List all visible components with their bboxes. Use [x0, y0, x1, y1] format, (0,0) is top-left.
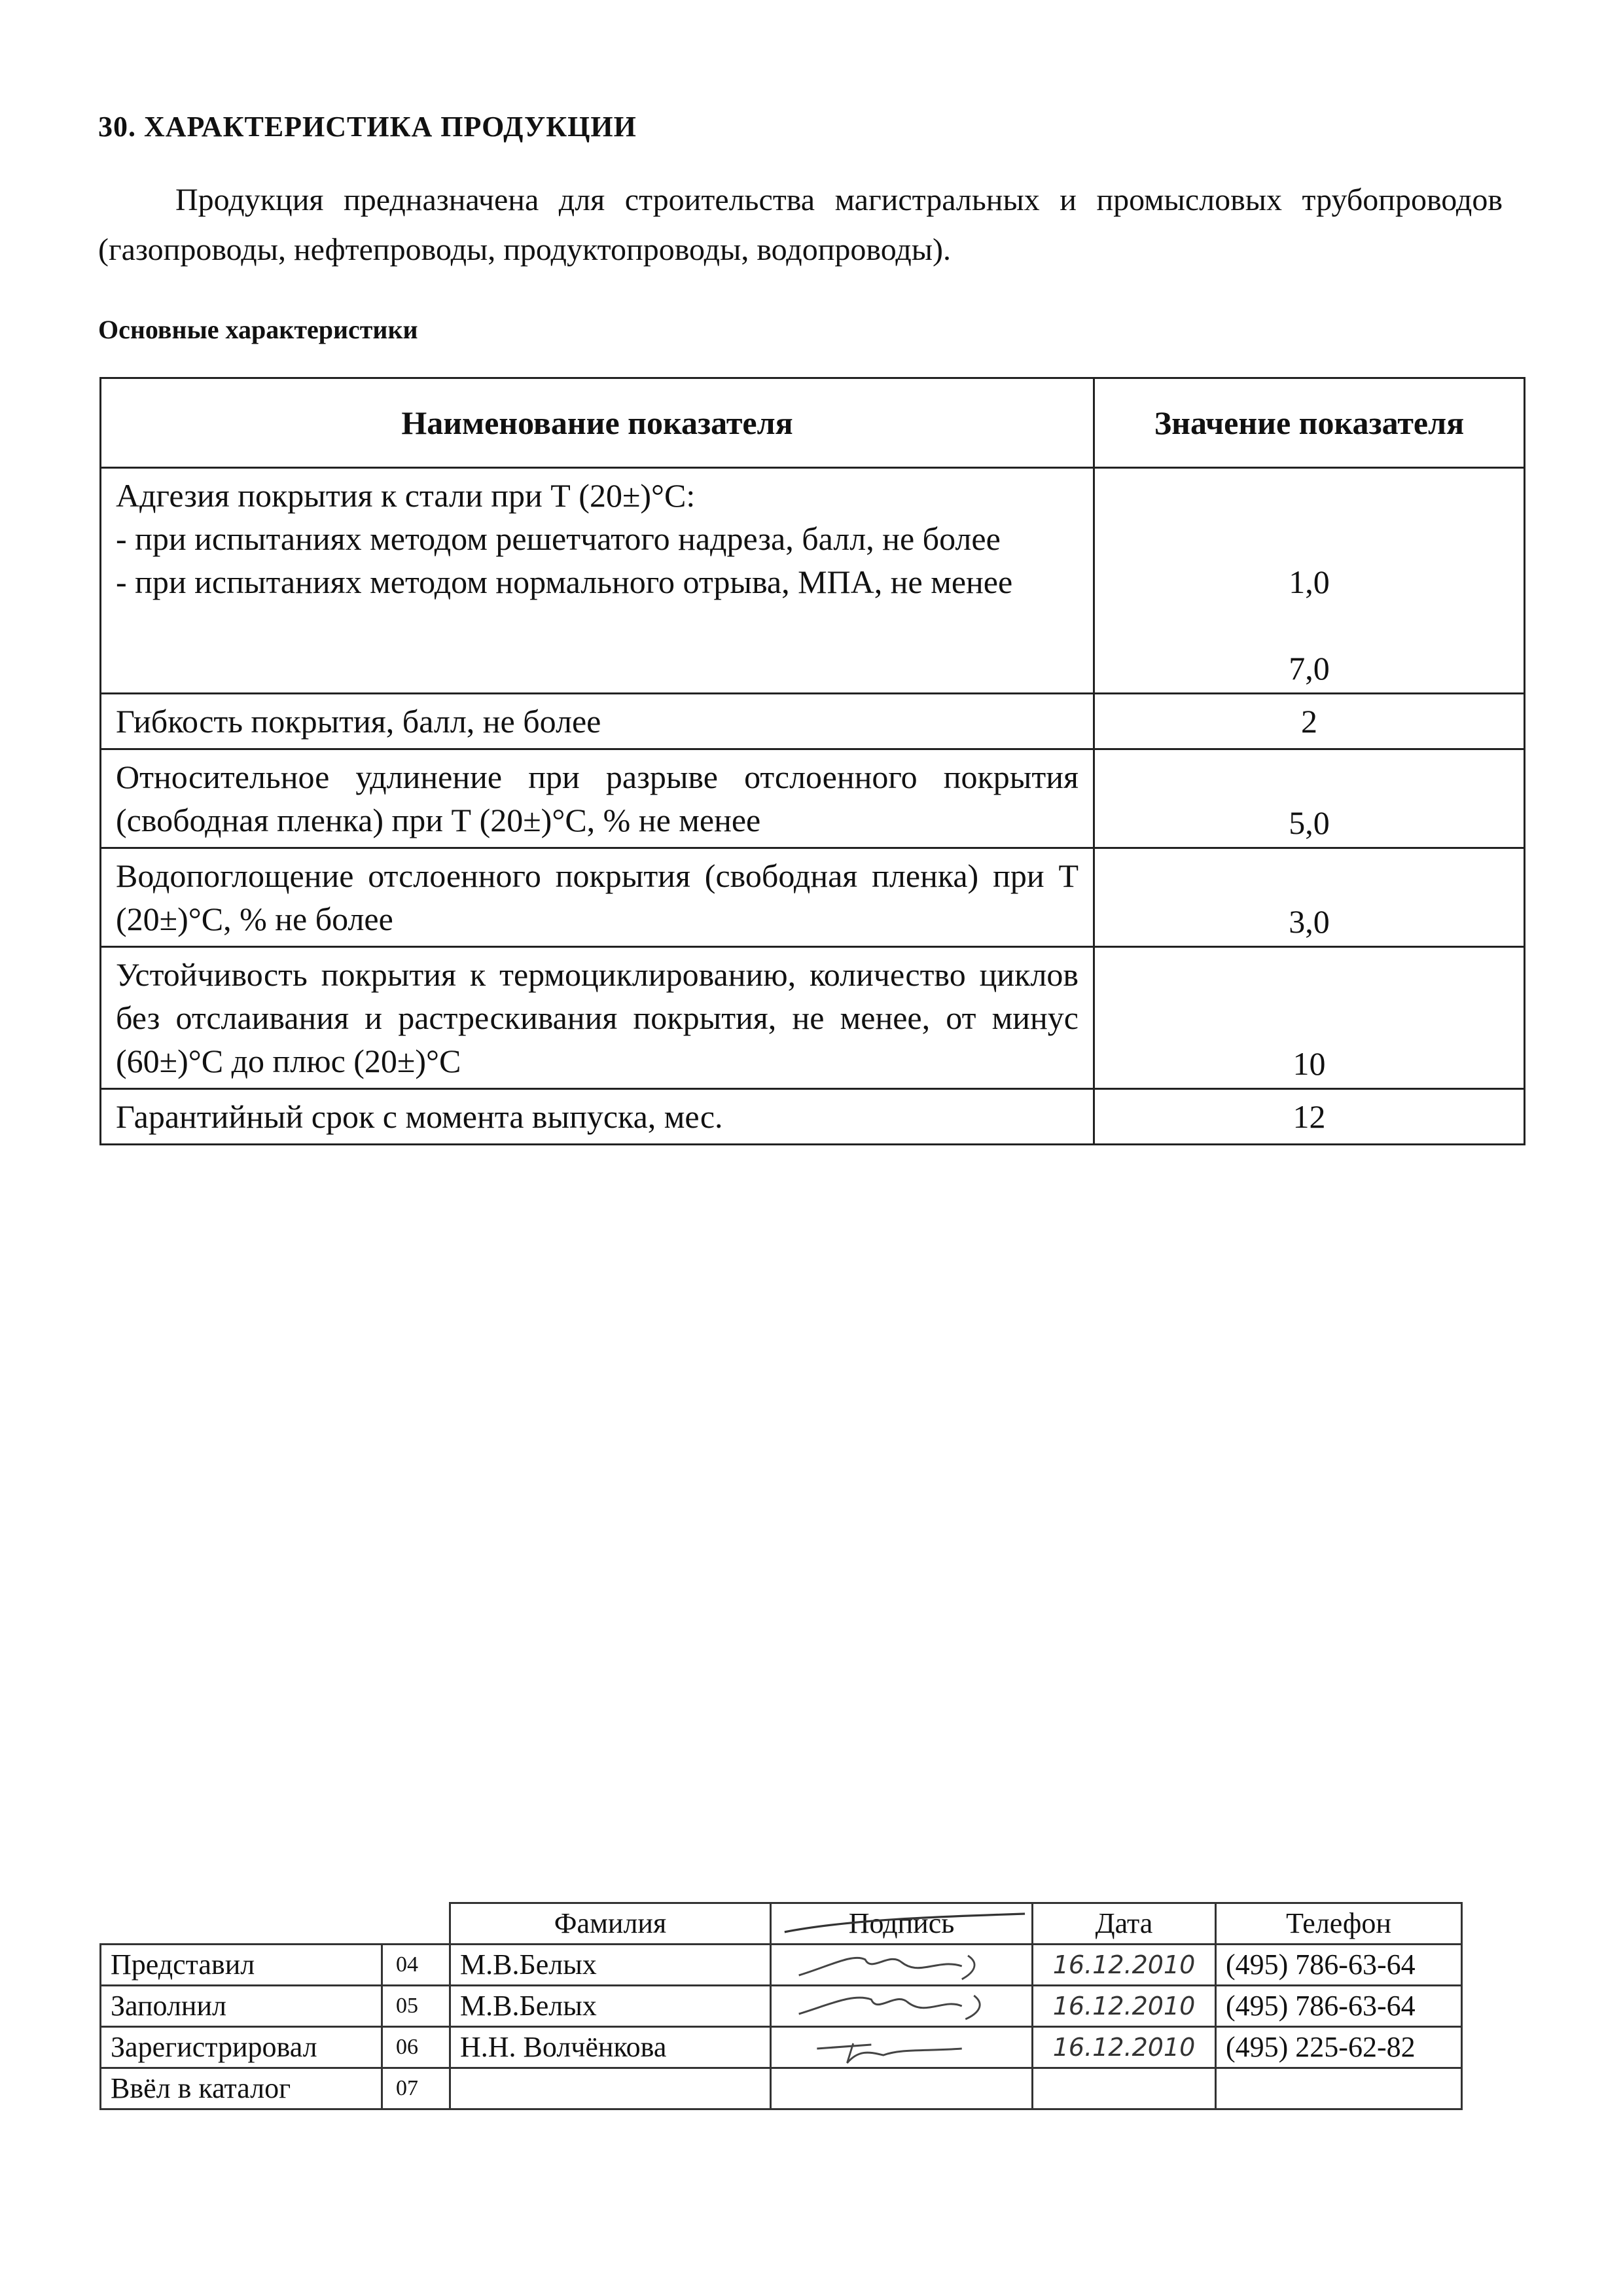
signature-mark: [781, 1946, 1022, 1983]
row-value: [1094, 694, 1525, 749]
row-name-line: Гибкость покрытия, балл, не более: [116, 703, 601, 740]
surname: [450, 2068, 771, 2109]
phone: (495) 786-63-64: [1216, 1986, 1462, 2027]
table-row: [101, 2068, 1462, 2109]
code: 07: [382, 2068, 450, 2109]
role: Зарегистрировал: [101, 2027, 382, 2068]
header-signature-label: Подпись: [848, 1907, 955, 1939]
table-row: [101, 694, 1525, 749]
date: [1033, 2068, 1216, 2109]
column-header-name: Наименование показателя: [101, 378, 1094, 468]
row-value: [1094, 848, 1525, 947]
date: 16.12.2010: [1033, 1986, 1216, 2027]
row-name: [101, 947, 1094, 1089]
role: Заполнил: [101, 1986, 382, 2027]
value-text: 5,0: [1289, 804, 1330, 841]
table-row: [101, 749, 1525, 848]
value-text: 1,0: [1289, 564, 1330, 600]
signature: [771, 1945, 1033, 1986]
blank-cell: [101, 1903, 382, 1945]
value-text: 12: [1293, 1098, 1326, 1135]
date: 16.12.2010: [1033, 2027, 1216, 2068]
row-name: [101, 749, 1094, 848]
code: 04: [382, 1945, 450, 1986]
signature: [771, 1986, 1033, 2027]
row-name-line: Водопоглощение отслоенного покрытия (свободная пленка) при Т (20±)°С, % не более: [116, 857, 1079, 937]
value-text: 2: [1301, 703, 1317, 740]
role: Ввёл в каталог: [101, 2068, 382, 2109]
row-name-line: Адгезия покрытия к стали при Т (20±)°С:: [116, 477, 696, 514]
code: 06: [382, 2027, 450, 2068]
signature-mark: [781, 2029, 1022, 2066]
row-name: [101, 694, 1094, 749]
row-value: [1094, 1089, 1525, 1145]
table-row: [101, 1089, 1525, 1145]
row-name: [101, 468, 1094, 694]
row-name: [101, 1089, 1094, 1145]
surname: М.В.Белых: [450, 1945, 771, 1986]
row-name-line: Устойчивость покрытия к термоциклированию, количество циклов без отслаивания и растрескивания покрытия, не менее, от минус (60±)°С до плюс (20±)°С: [116, 956, 1079, 1079]
row-value: [1094, 947, 1525, 1089]
table-row: [101, 947, 1525, 1089]
row-name-line: Относительное удлинение при разрыве отслоенного покрытия (свободная пленка) при Т (20±)°С, % не менее: [116, 759, 1079, 838]
row-name-line: - при испытаниях методом решетчатого надреза, балл, не более: [116, 520, 1001, 557]
date: 16.12.2010: [1033, 1945, 1216, 1986]
section-title: 30. ХАРАКТЕРИСТИКА ПРОДУКЦИИ: [98, 111, 637, 143]
surname: М.В.Белых: [450, 1986, 771, 2027]
code: 05: [382, 1986, 450, 2027]
table-row: [101, 1945, 1462, 1986]
phone: (495) 225-62-82: [1216, 2027, 1462, 2068]
surname: Н.Н. Волчёнкова: [450, 2027, 771, 2068]
signoff-table: [99, 1902, 1463, 2110]
table-row: [101, 468, 1525, 694]
value-text: 3,0: [1289, 903, 1330, 940]
specs-header-row: [101, 378, 1525, 468]
row-name-line: - при испытаниях методом нормального отрыва, МПА, не менее: [116, 564, 1013, 600]
header-date: Дата: [1033, 1903, 1216, 1945]
phone: (495) 786-63-64: [1216, 1945, 1462, 1986]
value-text: 10: [1293, 1045, 1326, 1082]
signature-mark: [781, 1988, 1022, 2024]
row-value: [1094, 468, 1525, 694]
signature: [771, 2068, 1033, 2109]
signature: [771, 2027, 1033, 2068]
value-text: 7,0: [1289, 650, 1330, 687]
column-header-value: Значение показателя: [1094, 378, 1525, 468]
subtitle: Основные характеристики: [98, 315, 418, 344]
specs-table: [99, 377, 1525, 1145]
table-row: [101, 848, 1525, 947]
role: Представил: [101, 1945, 382, 1986]
header-signature: [771, 1903, 1033, 1945]
table-row: [101, 1986, 1462, 2027]
blank-cell: [382, 1903, 450, 1945]
table-row: [101, 2027, 1462, 2068]
row-name: [101, 848, 1094, 947]
intro-paragraph: Продукция предназначена для строительства магистральных и промысловых трубопроводов (газопроводы, нефтепроводы, продуктопроводы, водопроводы).: [98, 183, 1503, 267]
phone: [1216, 2068, 1462, 2109]
signoff-header-row: [101, 1903, 1462, 1945]
header-surname: Фамилия: [450, 1903, 771, 1945]
row-name-line: Гарантийный срок с момента выпуска, мес.: [116, 1098, 723, 1135]
strike-mark: [772, 1904, 1031, 1943]
row-value: [1094, 749, 1525, 848]
header-phone: Телефон: [1216, 1903, 1462, 1945]
